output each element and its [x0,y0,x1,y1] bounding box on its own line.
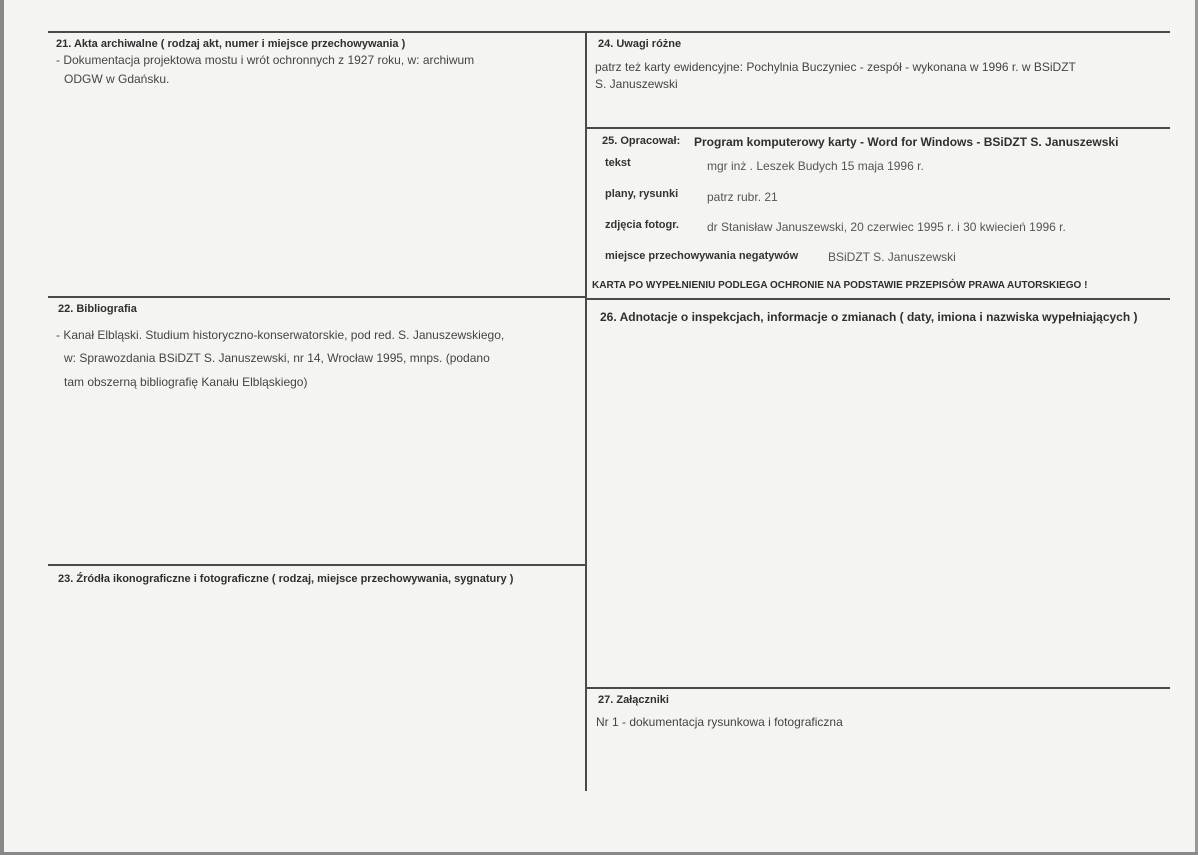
rule-26-top [586,298,1170,300]
section-24-line-1: patrz też karty ewidencyjne: Pochylnia Buczyniec - zespół - wykonana w 1996 r. w BSiDZT [595,60,1076,74]
copyright-notice: KARTA PO WYPEŁNIENIU PODLEGA OCHRONIE NA PODSTAWIE PRZEPISÓW PRAWA AUTORSKIEGO ! [592,280,1088,291]
rule-25-top [586,127,1170,129]
top-rule [48,31,1170,33]
scan-edge-left [0,0,4,855]
section-21-line-1: - Dokumentacja projektowa mostu i wrót ochronnych z 1927 roku, w: archiwum [56,53,475,67]
section-22-line-3: tam obszerną bibliografię Kanału Elbląskiego) [64,375,308,389]
section-25-row-value-plany: patrz rubr. 21 [707,190,778,204]
section-24-line-2: S. Januszewski [595,77,678,91]
rule-27-top [586,687,1170,689]
section-25-row-label-zdjecia: zdjęcia fotogr. [605,219,679,231]
section-25-row-label-tekst: tekst [605,157,631,169]
section-25-label: 25. Opracował: [602,135,681,147]
section-24-label: 24. Uwagi różne [598,38,682,50]
section-22-label: 22. Bibliografia [58,303,137,315]
section-22-line-2: w: Sprawozdania BSiDZT S. Januszewski, nr 14, Wrocław 1995, mnps. (podano [64,351,490,365]
section-25-row-label-miejsce: miejsce przechowywania negatywów [605,250,799,262]
section-25-row-value-zdjecia: dr Stanisław Januszewski, 20 czerwiec 1995 r. i 30 kwiecień 1996 r. [707,220,1066,234]
rule-22-top [48,296,586,298]
section-25-program: Program komputerowy karty - Word for Windows - BSiDZT S. Januszewski [694,135,1119,149]
section-23-label: 23. Źródła ikonograficzne i fotograficzne ( rodzaj, miejsce przechowywania, sygnatury ) [58,573,514,585]
section-21-label: 21. Akta archiwalne ( rodzaj akt, numer i miejsce przechowywania ) [56,38,406,50]
section-25-row-value-miejsce: BSiDZT S. Januszewski [828,250,956,264]
section-27-label: 27. Załączniki [598,694,669,706]
center-divider [585,31,587,791]
section-25-row-value-tekst: mgr inż . Leszek Budych 15 maja 1996 r. [707,159,924,173]
section-26-label: 26. Adnotacje o inspekcjach, informacje o zmianach ( daty, imiona i nazwiska wypełniających ) [600,310,1138,324]
section-25-row-label-plany: plany, rysunki [605,188,679,200]
rule-23-top [48,564,586,566]
section-22-line-1: - Kanał Elbląski. Studium historyczno-konserwatorskie, pod red. S. Januszewskiego, [56,328,505,342]
section-21-line-2: ODGW w Gdańsku. [64,72,170,86]
section-27-line-1: Nr 1 - dokumentacja rysunkowa i fotograficzna [596,715,843,729]
